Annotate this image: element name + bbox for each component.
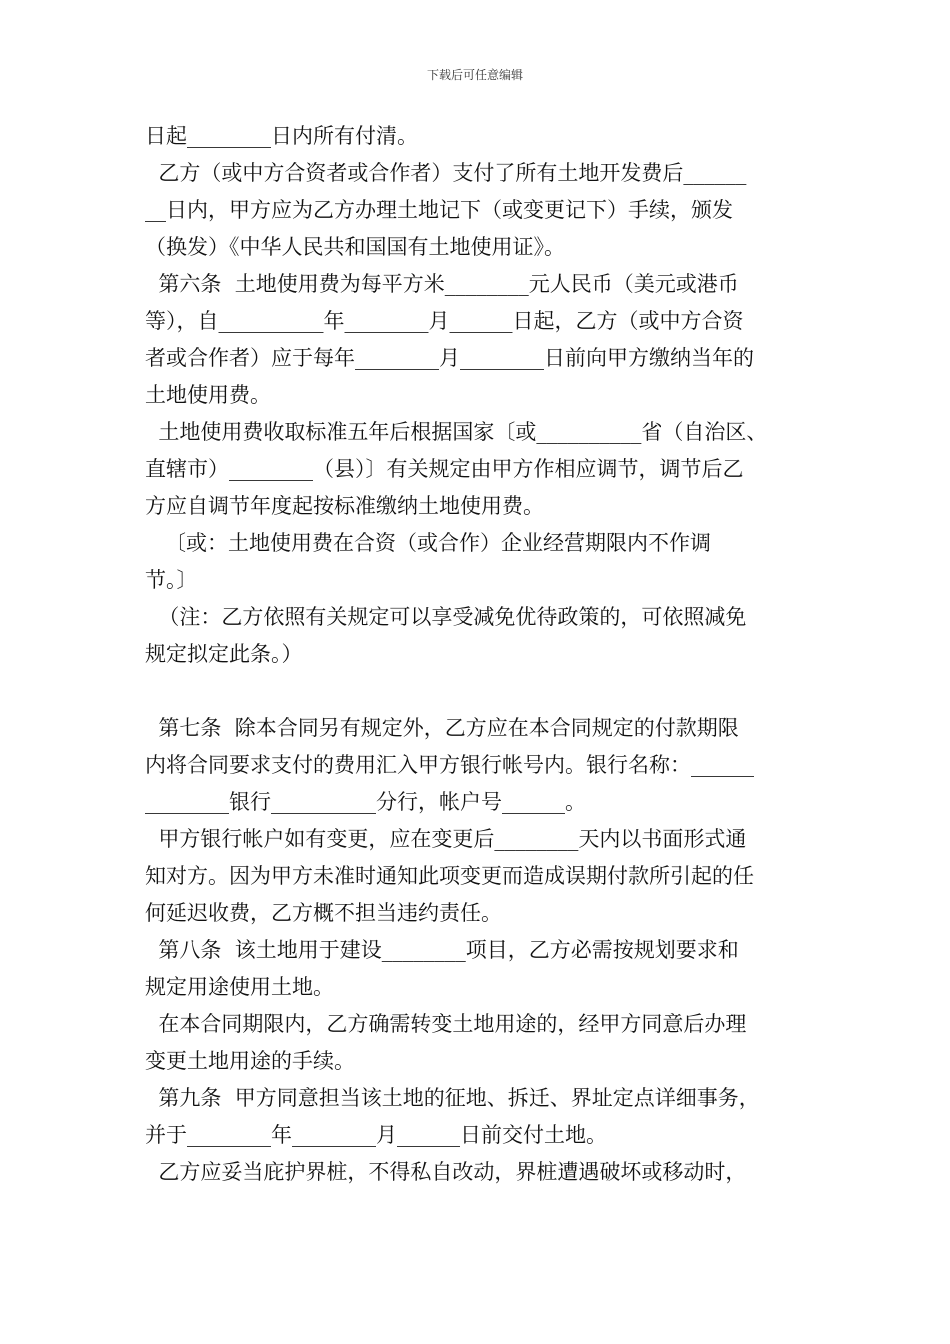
text-line: 日起________日内所有付清。 xyxy=(145,124,418,148)
text-line: 内将合同要求支付的费用汇入甲方银行帐号内。银行名称：______ xyxy=(145,753,754,777)
text-line: 乙方（或中方合资者或合作者）支付了所有土地开发费后______ xyxy=(145,161,747,185)
text-line: 土地使用费。 xyxy=(145,383,271,407)
text-line: （换发）《中华人民共和国国有土地使用证》。 xyxy=(145,235,565,259)
text-line: 直辖市）________（县）〕有关规定由甲方作相应调节，调节后乙 xyxy=(145,457,744,481)
text-line: （注：乙方依照有关规定可以享受减免优待政策的，可依照减免 xyxy=(145,605,747,629)
text-line: 方应自调节年度起按标准缴纳土地使用费。 xyxy=(145,494,544,518)
text-line: 节。〕 xyxy=(145,568,198,592)
text-line: 第八条 该土地用于建设________项目，乙方必需按规划要求和 xyxy=(145,938,739,962)
text-line: 第九条 甲方同意担当该土地的征地、拆迁、界址定点详细事务， xyxy=(145,1086,760,1110)
text-line: 变更土地用途的手续。 xyxy=(145,1049,355,1073)
text-line: 乙方应妥当庇护界桩，不得私自改动，界桩遭遇破坏或移动时， xyxy=(145,1160,747,1184)
text-line: __日内，甲方应为乙方办理土地记下（或变更记下）手续，颁发 xyxy=(145,198,733,222)
text-line: 等），自__________年________月______日起，乙方（或中方合资 xyxy=(145,309,744,333)
text-line: 知对方。因为甲方未准时通知此项变更而造成误期付款所引起的任 xyxy=(145,864,754,888)
text-line: 者或合作者）应于每年________月________日前向甲方缴纳当年的 xyxy=(145,346,754,370)
text-line: 甲方银行帐户如有变更，应在变更后________天内以书面形式通 xyxy=(145,827,747,851)
document-body xyxy=(145,118,810,1191)
text-line: 规定用途使用土地。 xyxy=(145,975,334,999)
text-line: 第七条 除本合同另有规定外，乙方应在本合同规定的付款期限 xyxy=(145,716,739,740)
text-line: 土地使用费收取标准五年后根据国家〔或__________省（自治区、 xyxy=(145,420,768,444)
text-line: 第六条 土地使用费为每平方米________元人民币（美元或港币 xyxy=(145,272,739,296)
text-line: 〔或：土地使用费在合资（或合作）企业经营期限内不作调 xyxy=(145,531,712,555)
text-line: 何延迟收费，乙方概不担当违约责任。 xyxy=(145,901,502,925)
text-line: 在本合同期限内，乙方确需转变土地用途的，经甲方同意后办理 xyxy=(145,1012,747,1036)
text-line: 并于________年________月______日前交付土地。 xyxy=(145,1123,607,1147)
text-line: 规定拟定此条。） xyxy=(145,642,303,666)
page-header: 下载后可任意编辑 xyxy=(426,68,523,82)
blank-line xyxy=(145,673,810,710)
text-line: ________银行__________分行，帐户号______。 xyxy=(145,790,586,814)
